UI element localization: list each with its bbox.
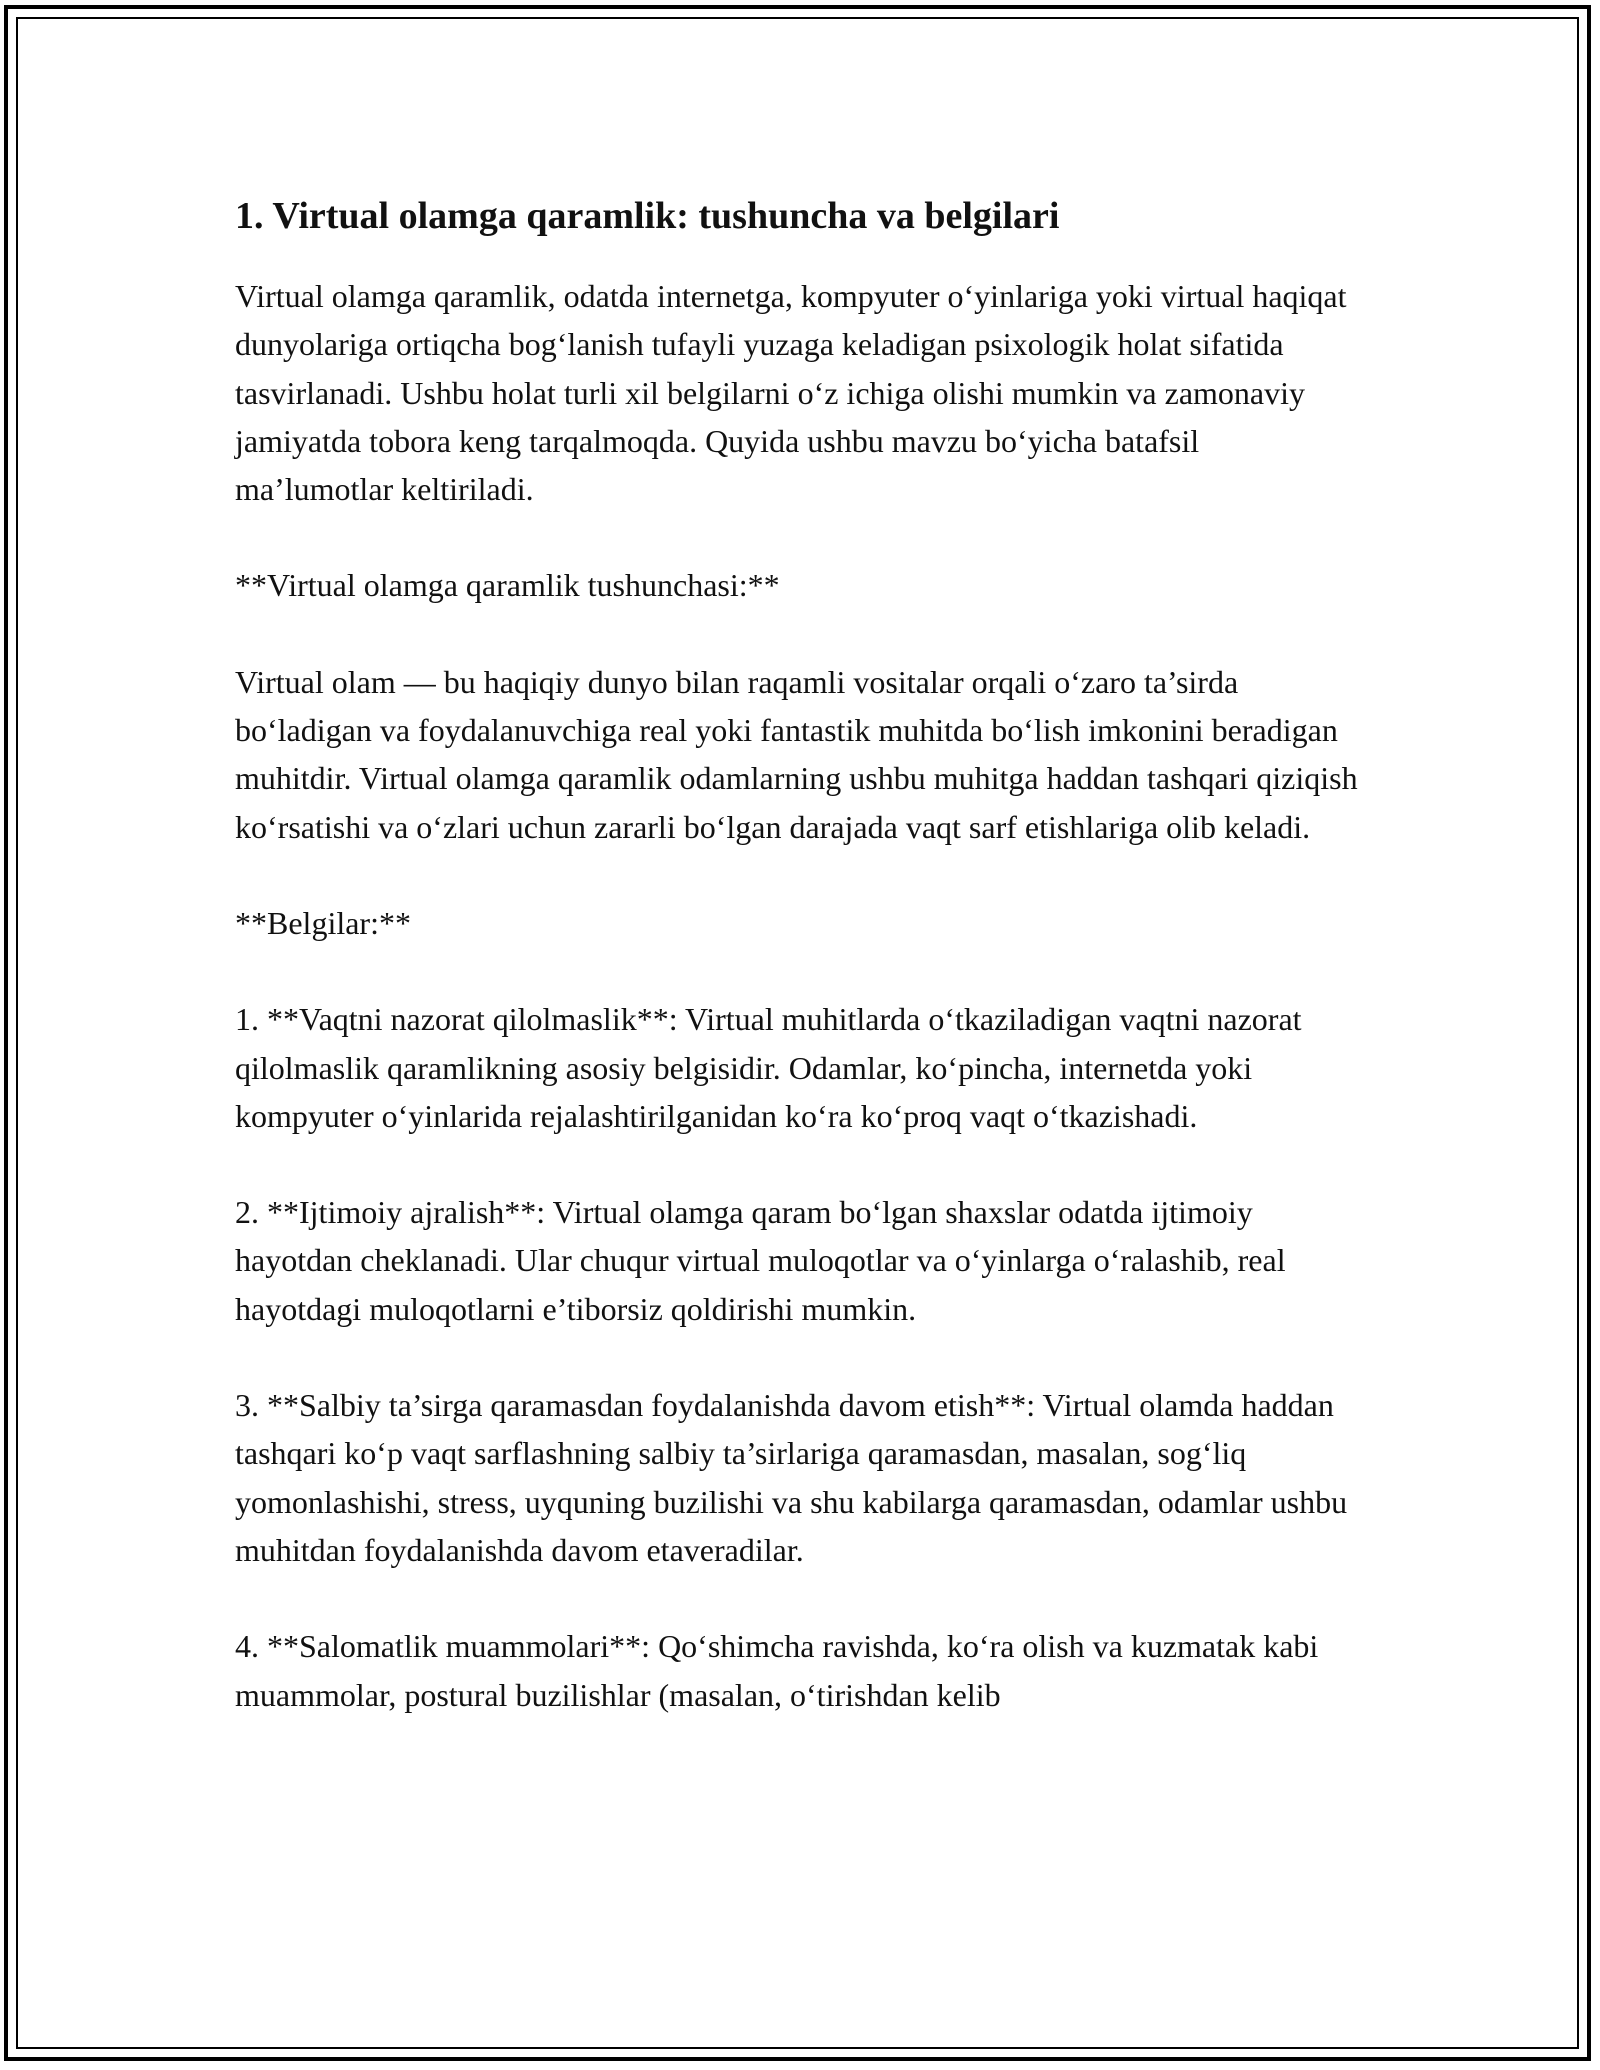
- symptom-item-1: 1. **Vaqtni nazorat qilolmaslik**: Virtual muhitlarda o‘tkaziladigan vaqtni nazorat qilolmaslik qaramlikning asosiy belgisidir. Odamlar, ko‘pincha, internetda yoki kompyuter o‘yinlarida rejalashtirilganidan ko‘ra ko‘proq vaqt o‘tkazishadi.: [235, 1001, 1302, 1134]
- document-body: [235, 190, 1365, 1767]
- concept-subheading: **Virtual olamga qaramlik tushunchasi:**: [235, 567, 780, 604]
- symptom-item-4: 4. **Salomatlik muammolari**: Qo‘shimcha ravishda, ko‘ra olish va kuzmatak kabi muammolar, postural buzilishlar (masalan, o‘tirishdan kelib: [235, 1628, 1319, 1713]
- intro-paragraph: Virtual olamga qaramlik, odatda internetga, kompyuter o‘yinlariga yoki virtual haqiqat dunyolariga ortiqcha bog‘lanish tufayli yuzaga keladigan psixologik holat sifatida tasvirlanadi. Ushbu holat turli xil belgilarni o‘z ichiga olishi mumkin va zamonaviy jamiyatda tobora keng tarqalmoqda. Quyida ushbu mavzu bo‘yicha batafsil ma’lumotlar keltiriladi.: [235, 278, 1347, 508]
- concept-paragraph: Virtual olam — bu haqiqiy dunyo bilan raqamli vositalar orqali o‘zaro ta’sirda bo‘ladigan va foydalanuvchiga real yoki fantastik muhitda bo‘lish imkonini beradigan muhitdir. Virtual olamga qaramlik odamlarning ushbu muhitga haddan tashqari qiziqish ko‘rsatishi va o‘zlari uchun zararli bo‘lgan darajada vaqt sarf etishlariga olib keladi.: [235, 663, 1358, 845]
- section-heading: 1. Virtual olamga qaramlik: tushuncha va belgilari: [235, 195, 1060, 237]
- symptoms-subheading: **Belgilar:**: [235, 904, 411, 941]
- symptom-item-3: 3. **Salbiy ta’sirga qaramasdan foydalanishda davom etish**: Virtual olamda haddan tashqari ko‘p vaqt sarflashning salbiy ta’sirlariga qaramasdan, masalan, sog‘liq yomonlashishi, stress, uyquning buzilishi va shu kabilarga qaramasdan, odamlar ushbu muhitdan foydalanishda davom etaveradilar.: [235, 1387, 1348, 1568]
- symptom-item-2: 2. **Ijtimoiy ajralish**: Virtual olamga qaram bo‘lgan shaxslar odatda ijtimoiy hayotdan cheklanadi. Ular chuqur virtual muloqotlar va o‘yinlarga o‘ralashib, real hayotdagi muloqotlarni e’tiborsiz qoldirishi mumkin.: [235, 1194, 1286, 1327]
